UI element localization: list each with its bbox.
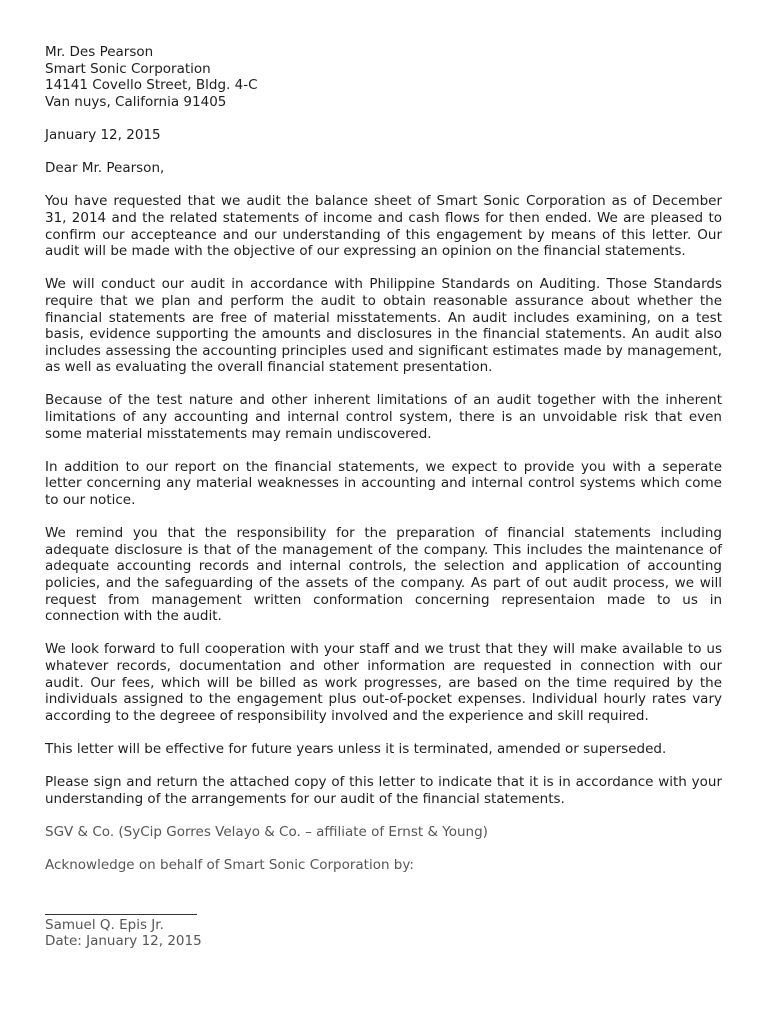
firm-name bbox=[45, 824, 722, 841]
paragraph-standards: We will conduct our audit in accordance with Philippine Standards on Auditing. Those Standards require that we plan and perform the audit to obtain reasonable assurance about whether the financial statements are free of material misstatements. An audit includes examining, on a test basis, evidence supporting the amounts and disclosures in the financial statements. An audit also includes assessing the accounting principles used and significant estimates made by management, as well as evaluating the overall financial statement presentation. bbox=[45, 276, 722, 376]
paragraph-fees: We look forward to full cooperation with your staff and we trust that they will make available to us whatever records, documentation and other information are requested in connection with our audit. Our fees, which will be billed as work progresses, are based on the time required by the individuals assigned to the engagement plus out-of-pocket expenses. Individual hourly rates vary according to the degreee of responsibility involved and the experience and skill required. bbox=[45, 641, 722, 724]
paragraph-limitations: Because of the test nature and other inherent limitations of an audit together with the inherent limitations of any accounting and internal control system, there is an unvoidable risk that even some material misstatements may remain undiscovered. bbox=[45, 392, 722, 442]
paragraph-engagement: You have requested that we audit the balance sheet of Smart Sonic Corporation as of December 31, 2014 and the related statements of income and cash flows for then ended. We are pleased to confirm our accepteance and our understanding of this engagement by means of this letter. Our audit will be made with the objective of our expressing an opinion on the financial statements. bbox=[45, 193, 722, 260]
recipient-company: Smart Sonic Corporation bbox=[45, 60, 211, 77]
signatory-block bbox=[45, 917, 722, 950]
paragraph-responsibility: We remind you that the responsibility for the preparation of financial statements including adequate disclosure is that of the management of the company. This includes the maintenance of adequate accounting records and internal controls, the selection and application of accounting policies, and the safeguarding of the assets of the company. As part of out audit process, we will request from management written conformation concerning representaion made to us in connection with the audit. bbox=[45, 525, 722, 625]
letter-page bbox=[45, 44, 722, 950]
salutation-text: Dear Mr. Pearson, bbox=[45, 160, 165, 177]
signatory-name: Samuel Q. Epis Jr. bbox=[45, 916, 164, 933]
paragraph-effective: This letter will be effective for future years unless it is terminated, amended or superseded. bbox=[45, 740, 667, 757]
recipient-city: Van nuys, California 91405 bbox=[45, 93, 227, 110]
signatory-date: Date: January 12, 2015 bbox=[45, 933, 202, 950]
paragraph-report: In addition to our report on the financial statements, we expect to provide you with a seperate letter concerning any material weaknesses in accounting and internal control systems which come to our notice. bbox=[45, 458, 722, 509]
salutation bbox=[45, 160, 722, 177]
signature-line bbox=[45, 914, 197, 915]
paragraph-sign-return: Please sign and return the attached copy of this letter to indicate that it is in accordance with your understanding of the arrangements for our audit of the financial statements. bbox=[45, 774, 722, 807]
letter-date-text: January 12, 2015 bbox=[45, 126, 161, 143]
letter-date bbox=[45, 127, 722, 144]
acknowledgement bbox=[45, 857, 722, 874]
recipient-street: 14141 Covello Street, Bldg. 4-C bbox=[45, 77, 258, 94]
acknowledgement-text: Acknowledge on behalf of Smart Sonic Corporation by: bbox=[45, 857, 414, 874]
firm-name-text: SGV & Co. (SyCip Gorres Velayo & Co. – affiliate of Ernst & Young) bbox=[45, 823, 488, 840]
recipient-address bbox=[45, 44, 722, 110]
recipient-name: Mr. Des Pearson bbox=[45, 44, 154, 60]
